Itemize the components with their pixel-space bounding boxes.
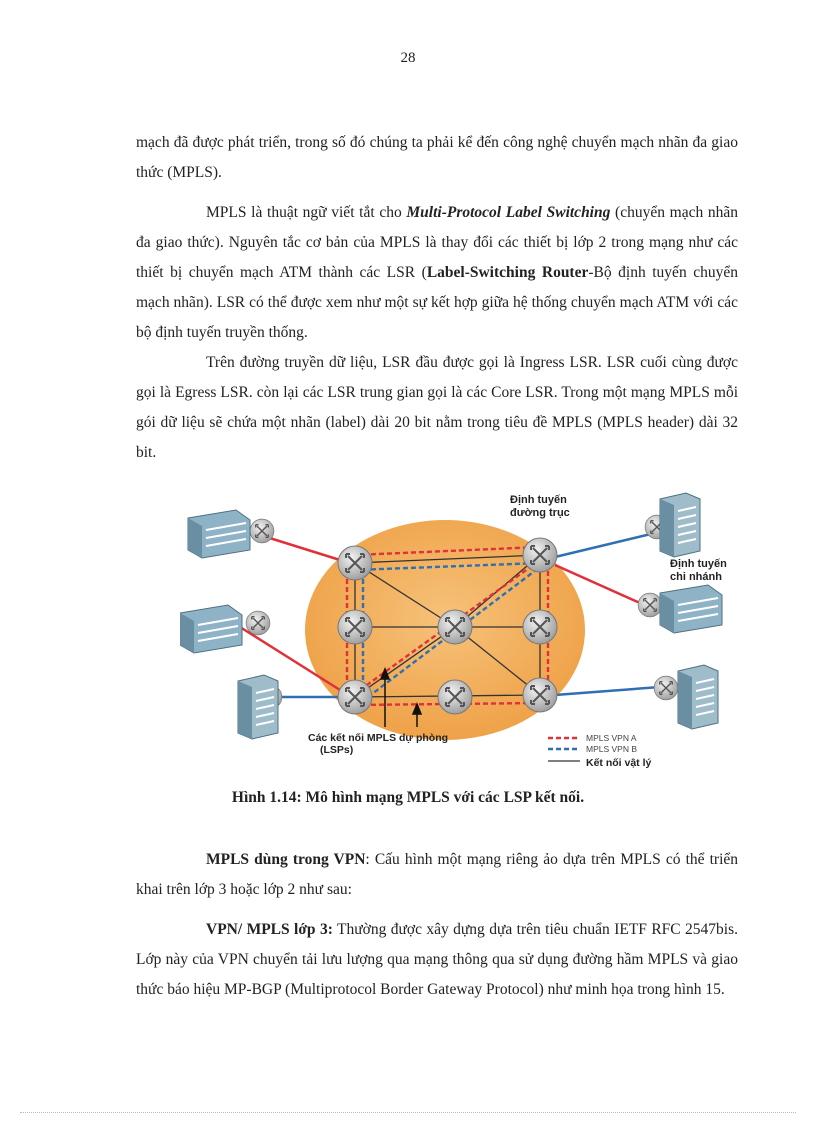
page-number: 28: [400, 50, 416, 66]
edge-router-icon: [654, 676, 678, 700]
label-lsp-line1: Các kết nối MPLS dự phòng: [308, 732, 449, 744]
term-lsr-full: Label-Switching Router: [426, 264, 589, 281]
heading-mpls-vpn: MPLS dùng trong VPN: [206, 851, 366, 868]
legend-vpn-a: MPLS VPN A: [586, 733, 637, 743]
legend-vpn-b: MPLS VPN B: [586, 744, 638, 754]
site-building-icon: [238, 675, 278, 739]
mpls-network-diagram: [180, 485, 740, 785]
figure-caption: Hình 1.14: Mô hình mạng MPLS với các LSP kết nối.: [231, 789, 585, 806]
text-segment: Thường được xây dựng dựa trên tiêu chuẩn IETF RFC 2547bis. Lớp này của VPN chuyển tải lưu lượng qua mạng thông qua sử dụng đường hầm MPLS và giao thức báo hiệu MP-BGP (Multiprotocol Border Gateway Protocol) như minh họa trong hình 15.: [136, 921, 739, 998]
site-building-icon: [660, 585, 722, 633]
text-segment: -Bộ định tuyến chuyển mạch nhãn). LSR có thể được xem như một sự kết hợp giữa hệ thống chuyển mạch ATM với các bộ định tuyến truyền thống.: [136, 264, 738, 341]
text-segment: : Cấu hình một mạng riêng ảo dựa trên MPLS có thể triển khai trên lớp 3 hoặc lớp 2 như sau:: [136, 851, 739, 898]
site-building-icon: [660, 493, 700, 557]
label-backbone-line1: Định tuyến: [510, 494, 567, 506]
site-building-icon: [188, 510, 250, 558]
router-icon: [438, 680, 472, 714]
site-building-icon: [180, 605, 242, 653]
edge-router-icon: [638, 593, 662, 617]
site-building-icon: [678, 665, 718, 729]
label-lsp-line2: (LSPs): [320, 744, 354, 756]
paragraph-intro: mạch đã được phát triển, trong số đó chúng ta phải kể đến công nghệ chuyển mạch nhãn đa giao thức (MPLS).: [136, 134, 738, 181]
paragraph-lsr-roles: Trên đường truyền dữ liệu, LSR đầu được gọi là Ingress LSR. LSR cuối cùng được gọi là Egress LSR. còn lại các LSR trung gian gọi là các Core LSR. Trong một mạng MPLS mỗi gói dữ liệu sẽ chứa một nhãn (label) dài 20 bit nằm trong tiêu đề MPLS (MPLS header) dài 32 bit.: [136, 354, 738, 461]
edge-router-icon: [246, 611, 270, 635]
page-bottom-divider: [20, 1112, 796, 1113]
router-icon: [438, 610, 472, 644]
router-icon: [338, 610, 372, 644]
router-icon: [338, 680, 372, 714]
edge-router-icon: [250, 519, 274, 543]
legend: [548, 733, 652, 769]
text-segment: MPLS là thuật ngữ viết tắt cho: [206, 204, 407, 221]
paragraph-mpls-definition: [136, 198, 738, 468]
paragraph-mpls-vpn: [136, 845, 738, 905]
label-branch-line1: Định tuyến: [670, 558, 727, 570]
router-icon: [338, 546, 372, 580]
label-backbone-line2: đường trục: [510, 507, 570, 519]
router-icon: [523, 538, 557, 572]
term-mpls-full: Multi-Protocol Label Switching: [406, 204, 611, 221]
text-segment: (chuyển mạch nhãn đa giao thức). Nguyên tắc cơ bản của MPLS là thay đổi các thiết bị lớp 2 trong mạng như các thiết bị chuyển mạch ATM thành các LSR (: [136, 204, 739, 281]
router-icon: [523, 610, 557, 644]
heading-vpn-layer3: VPN/ MPLS lớp 3:: [206, 921, 333, 938]
legend-physical: Kết nối vật lý: [586, 757, 652, 769]
paragraph-vpn-layer3: [136, 915, 738, 1005]
label-branch-line2: chi nhánh: [670, 571, 722, 583]
router-icon: [523, 678, 557, 712]
